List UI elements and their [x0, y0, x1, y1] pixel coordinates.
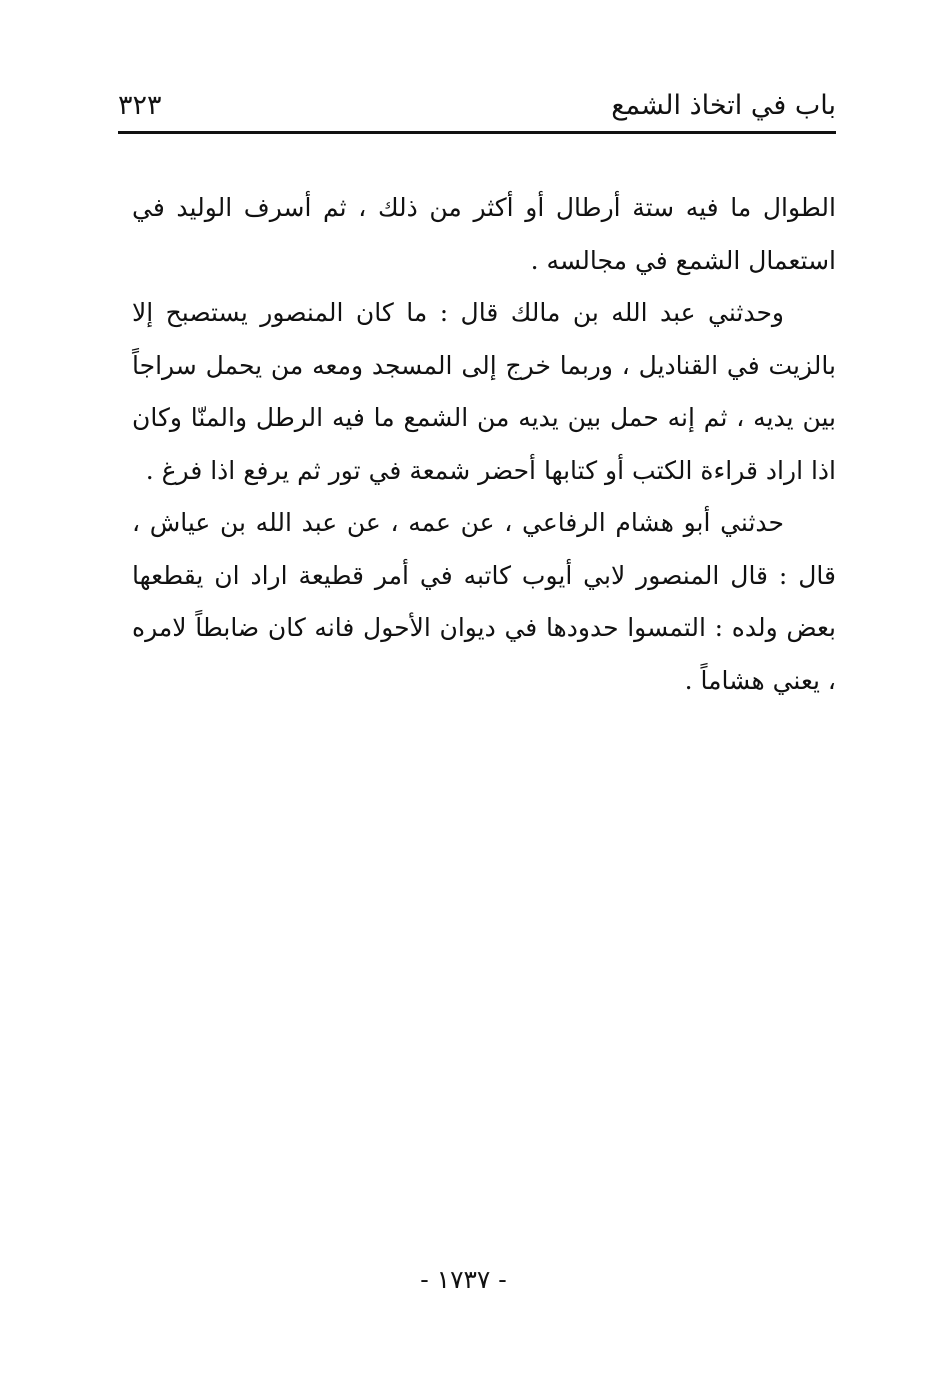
running-header	[118, 84, 836, 130]
paragraph-3: حدثني أبو هشام الرفاعي ، عن عمه ، عن عبد الله بن عياش ، قال : قال المنصور لابي أيوب كاتبه في أمر قطيعة اراد ان يقطعها بعض ولده : التمسوا حدودها في ديوان الأحول فانه كان ضابطاً لامره ، يعني هشاماً .	[132, 508, 836, 695]
body-text	[132, 182, 836, 707]
paragraph-2: وحدثني عبد الله بن مالك قال : ما كان المنصور يستصبح إلا بالزيت في القناديل ، وربما خرج إلى المسجد ومعه من يحمل سراجاً بين يديه ، ثم إنه حمل بين يديه من الشمع ما فيه الرطل والمنّا وكان اذا اراد قراءة الكتب أو كتابها أحضر شمعة في تور ثم يرفع اذا فرغ .	[132, 298, 836, 485]
footer-page-marker: - ١٧٣٧ -	[420, 1265, 507, 1294]
header-rule	[118, 131, 836, 134]
paragraph-1: الطوال ما فيه ستة أرطال أو أكثر من ذلك ، ثم أسرف الوليد في استعمال الشمع في مجالسه .	[132, 193, 836, 275]
chapter-title: باب في اتخاذ الشمع	[611, 90, 836, 121]
page-number: ٣٢٣	[118, 90, 162, 121]
